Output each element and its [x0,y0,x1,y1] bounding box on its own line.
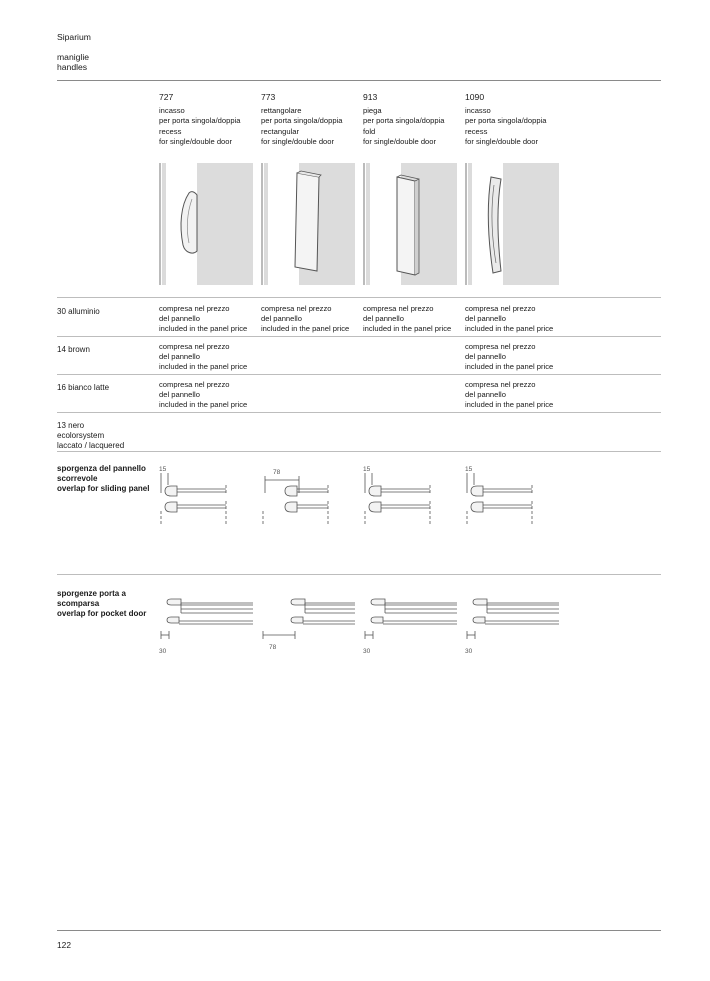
handle-use-it: per porta singola/doppia [159,116,241,125]
finish-label: 30 alluminio [57,307,100,316]
footer-divider [57,930,661,931]
handle-code: 727 [159,92,174,102]
header-divider [57,80,661,81]
handle-code: 913 [363,92,378,102]
handle-type-it: incasso [465,106,491,115]
sliding-overlap-diagram [465,463,545,527]
overlap-dimension: 15 [465,466,473,473]
category-it: maniglie [57,52,90,62]
overlap-dimension: 30 [363,648,371,655]
handle-use-en: for single/double door [261,137,335,146]
price-cell: compresa nel prezzo del pannello included in the panel price [159,304,248,333]
sliding-overlap-label: sporgenza del pannello scorrevole overlap for sliding panel [57,464,150,493]
handle-913-drawing [363,163,459,285]
price-cell: compresa nel prezzo del pannello included in the panel price [363,304,452,333]
row-divider [57,451,661,452]
category-en: handles [57,62,88,72]
handle-type-en: recess [159,127,182,136]
row-divider [57,336,661,337]
sliding-overlap-diagram [363,463,443,527]
price-cell: compresa nel prezzo del pannello included in the panel price [465,380,554,409]
price-cell: compresa nel prezzo del pannello included in the panel price [261,304,350,333]
finish-label: 13 nero ecolorsystem laccato / lacquered [57,421,125,450]
finish-label: 14 brown [57,345,90,354]
handle-type-it: incasso [159,106,185,115]
sliding-overlap-diagram [261,463,341,527]
pocket-overlap-diagram [465,593,561,655]
pocket-overlap-diagram [363,593,459,655]
sliding-overlap-diagram [159,463,239,527]
handle-use-en: for single/double door [363,137,437,146]
overlap-dimension: 15 [363,466,371,473]
handle-use-it: per porta singola/doppia [261,116,343,125]
price-cell: compresa nel prezzo del pannello included in the panel price [465,342,554,371]
pocket-overlap-diagram [261,593,357,655]
pocket-overlap-label: sporgenze porta a scomparsa overlap for pocket door [57,589,147,618]
handle-type-it: rettangolare [261,106,302,115]
handle-code: 1090 [465,92,485,102]
brand-title: Siparium [57,32,91,42]
pocket-overlap-diagram [159,593,255,655]
handle-use-en: for single/double door [465,137,539,146]
handle-773-drawing [261,163,357,285]
handle-use-it: per porta singola/doppia [465,116,547,125]
price-cell: compresa nel prezzo del pannello included in the panel price [465,304,554,333]
row-divider [57,297,661,298]
handle-type-en: rectangular [261,127,299,136]
section-divider [57,574,661,575]
finish-label: 16 bianco latte [57,383,110,392]
row-divider [57,412,661,413]
overlap-dimension: 78 [269,644,277,651]
handle-type-en: recess [465,127,488,136]
handle-code: 773 [261,92,276,102]
price-cell: compresa nel prezzo del pannello included in the panel price [159,380,248,409]
handle-use-en: for single/double door [159,137,233,146]
page-number: 122 [57,940,71,950]
handle-use-it: per porta singola/doppia [363,116,445,125]
handle-1090-drawing [465,163,561,285]
overlap-dimension: 78 [273,469,281,476]
handle-type-en: fold [363,127,376,136]
overlap-dimension: 30 [465,648,473,655]
overlap-dimension: 15 [159,466,167,473]
handle-type-it: piega [363,106,382,115]
price-cell: compresa nel prezzo del pannello included in the panel price [159,342,248,371]
row-divider [57,374,661,375]
handle-727-drawing [159,163,255,285]
overlap-dimension: 30 [159,648,167,655]
